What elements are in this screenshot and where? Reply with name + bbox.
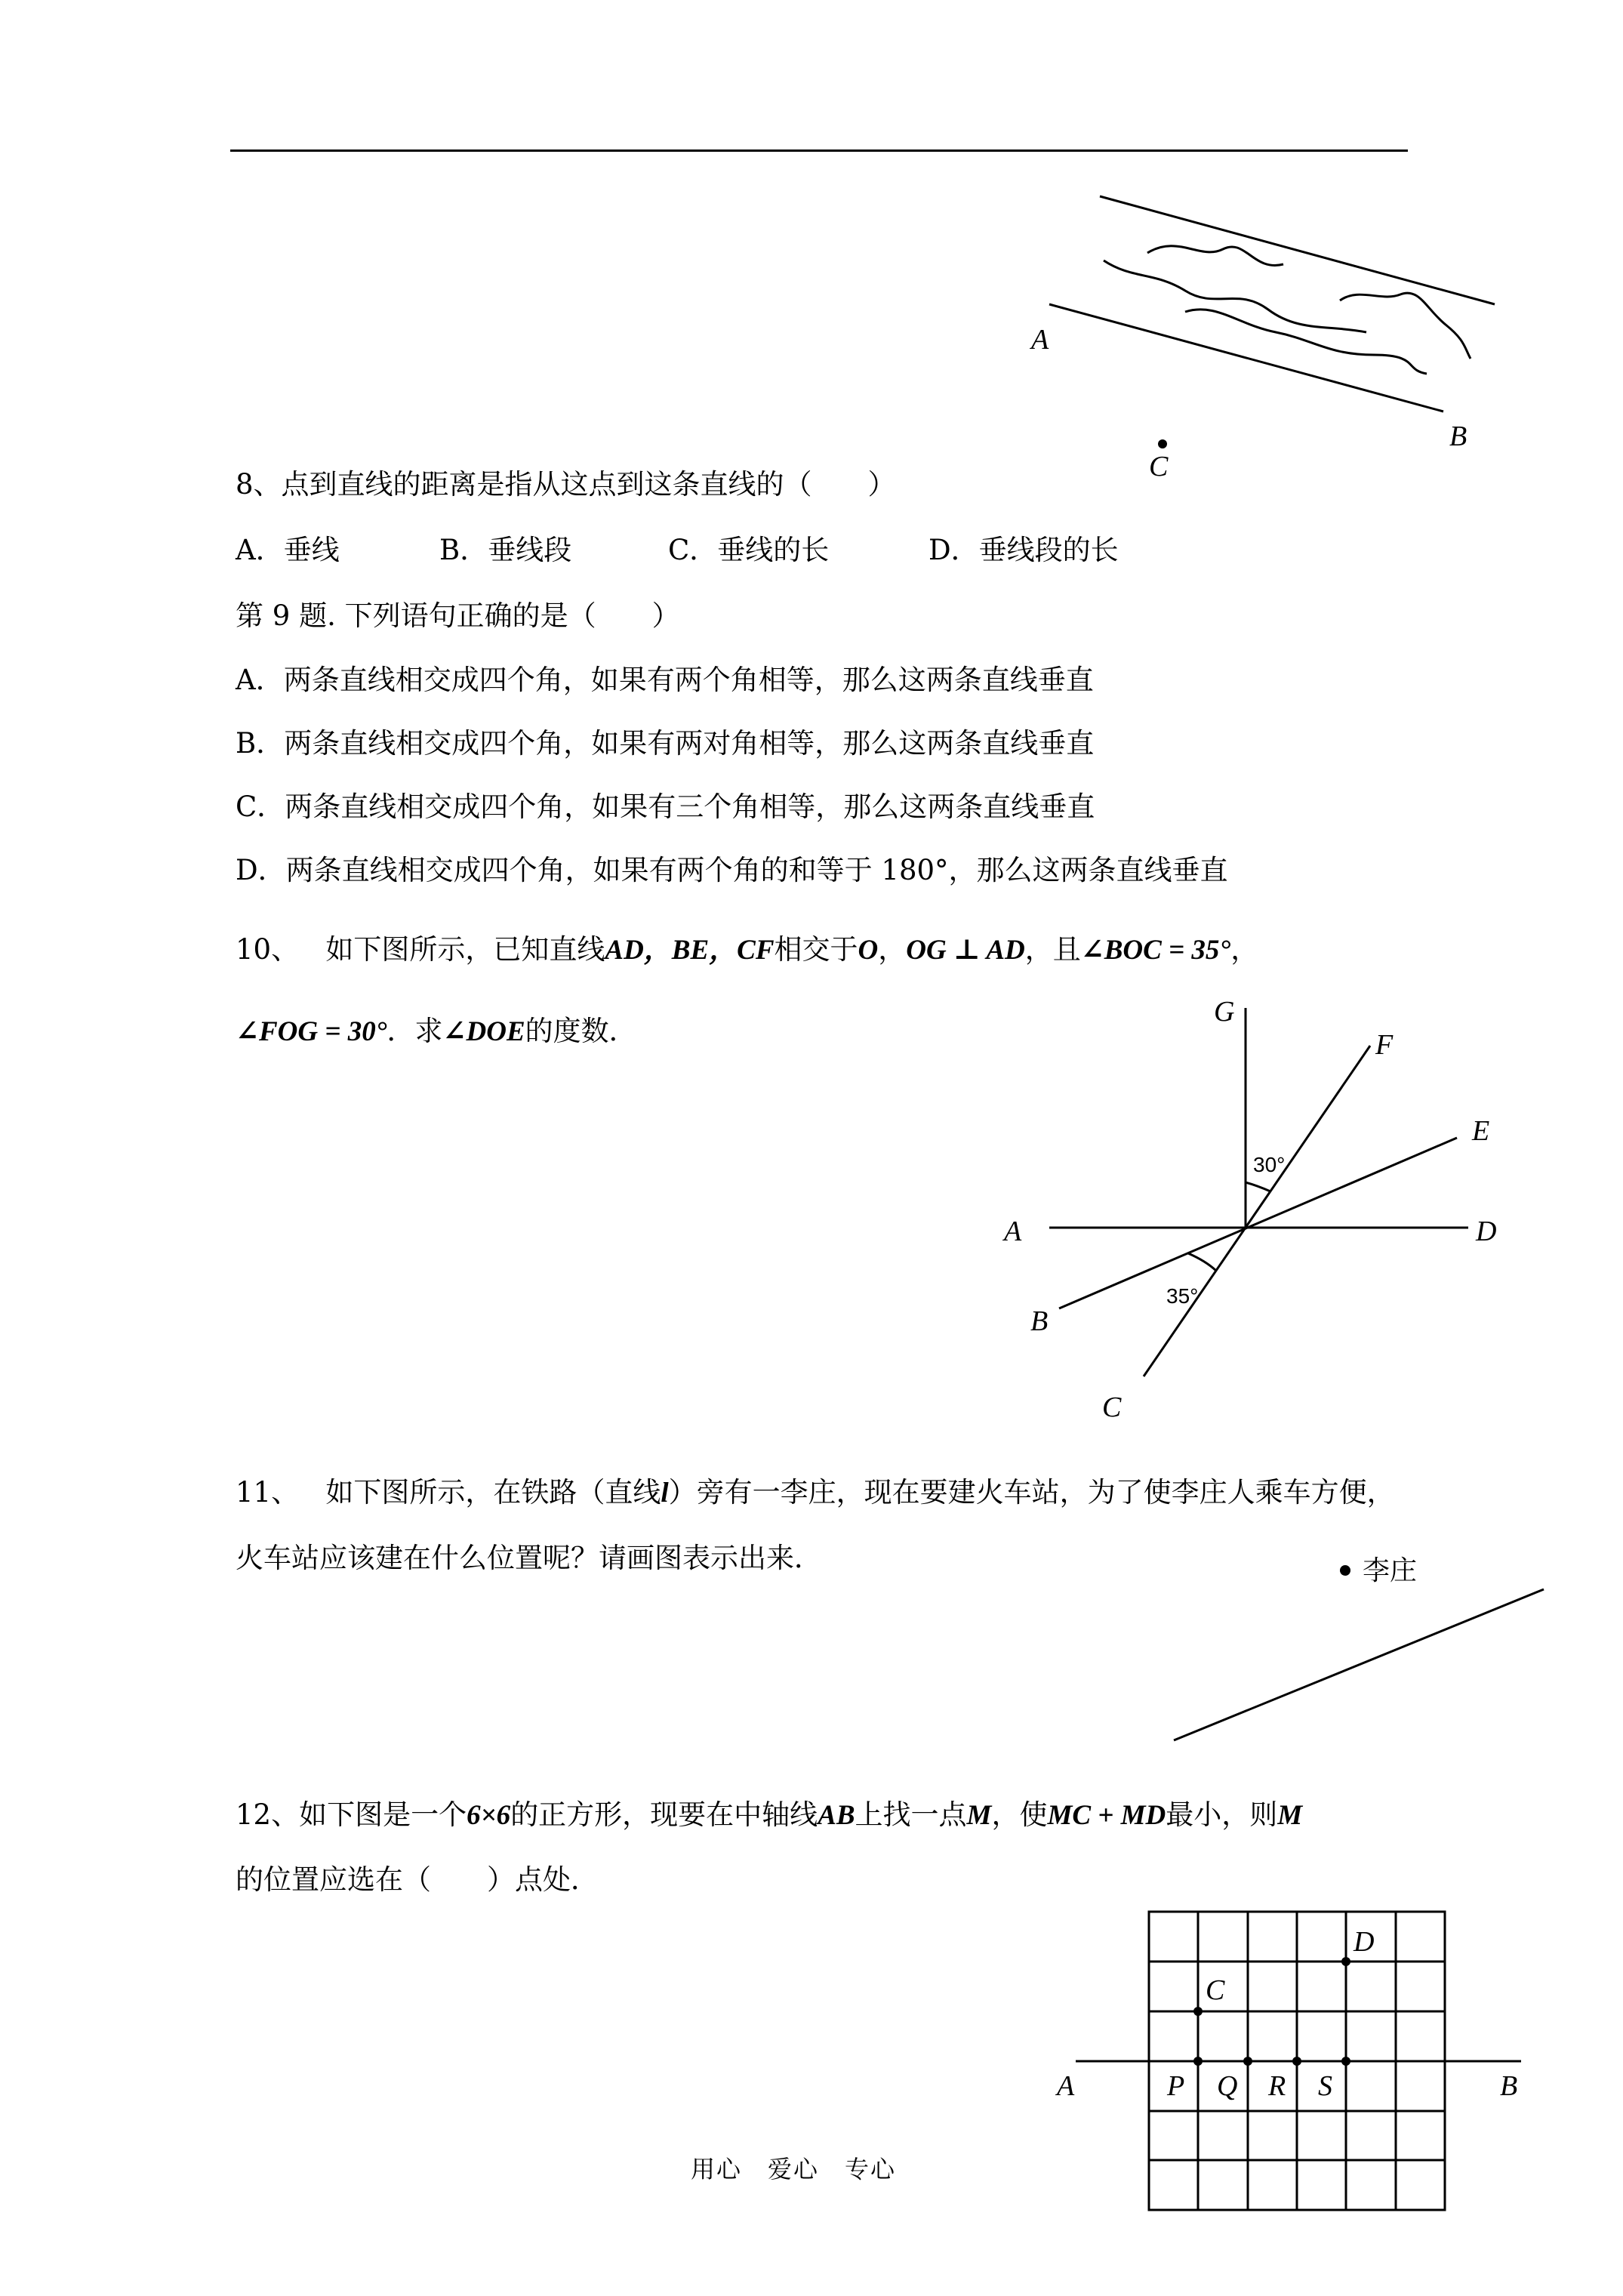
q11-line2: 火车站应该建在什么位置呢？请画图表示出来． — [236, 1542, 822, 1574]
q12-axis-ab: AB — [818, 1800, 855, 1831]
q8-point-c — [1158, 439, 1167, 448]
q8-option-b: B．垂线段 — [439, 534, 572, 566]
point-d — [1341, 1957, 1350, 1966]
q10-number: 10、 — [236, 933, 300, 966]
q11-line-l: l — [661, 1478, 669, 1509]
q8-option-a: A．垂线 — [236, 534, 340, 566]
q12-line2: 的位置应选在（ ）点处． — [236, 1863, 599, 1896]
q10-label-a: A — [1004, 1216, 1022, 1247]
q12-label-a: A — [1057, 2070, 1075, 2102]
q9-option-a: A．两条直线相交成四个角，如果有两个角相等，那么这两条直线垂直 — [236, 664, 1094, 696]
q12-point-m: M — [966, 1800, 992, 1831]
q10-sep: ， — [878, 933, 907, 966]
q10-label-e: E — [1472, 1115, 1490, 1147]
riverbank-top — [1100, 196, 1495, 304]
point-s — [1341, 2057, 1350, 2066]
q12-text3: 上找一点 — [855, 1798, 967, 1831]
q12-label-c: C — [1206, 1974, 1225, 2006]
q10-label-g: G — [1214, 996, 1235, 1028]
q10-text3: ，且 — [1024, 933, 1081, 966]
water-wave-2 — [1104, 260, 1366, 332]
q9-question: 第 9 题. 下列语句正确的是（ ） — [236, 599, 680, 632]
q8-label-b: B — [1449, 421, 1467, 452]
q10-label-c: C — [1102, 1391, 1122, 1423]
point-p — [1193, 2057, 1203, 2066]
q10-angle-doe: ∠DOE — [442, 1016, 525, 1047]
q12-size: 6×6 — [467, 1800, 511, 1831]
q12-text1: 如下图是一个 — [299, 1798, 467, 1831]
q9-option-c: C．两条直线相交成四个角，如果有三个角相等，那么这两条直线垂直 — [236, 791, 1095, 823]
q10-text1: 如下图所示，已知直线 — [325, 933, 605, 966]
q9-option-b: B．两条直线相交成四个角，如果有两对角相等，那么这两条直线垂直 — [236, 727, 1095, 760]
q10-lines: AD，BE，CF — [605, 935, 775, 966]
water-wave-4 — [1340, 293, 1471, 359]
line-cf — [1144, 1046, 1370, 1376]
q10-label-d: D — [1476, 1216, 1497, 1247]
village-point — [1340, 1565, 1350, 1576]
q10-angle-35: 35° — [1166, 1284, 1199, 1308]
q10-perp: OG ⊥ AD — [906, 935, 1025, 966]
q12-label-p: P — [1167, 2070, 1185, 2102]
q10-text4: ．求 — [387, 1015, 443, 1047]
q12-label-s: S — [1318, 2070, 1332, 2102]
q12-number: 12、 — [236, 1798, 300, 1831]
page-footer: 用心 爱心 专心 — [691, 2155, 897, 2184]
q12-label-r: R — [1268, 2070, 1286, 2102]
q10-angle-30: 30° — [1253, 1153, 1286, 1176]
q12-text2: 的正方形，现要在中轴线 — [510, 1798, 818, 1831]
point-r — [1292, 2057, 1301, 2066]
q10-label-b: B — [1030, 1305, 1049, 1337]
arc-35 — [1188, 1253, 1216, 1271]
water-wave-1 — [1147, 246, 1283, 266]
q10-text5: 的度数． — [525, 1015, 637, 1047]
q8-label-a: A — [1031, 324, 1049, 356]
village-label: 李庄 — [1363, 1555, 1418, 1586]
arc-30 — [1246, 1182, 1270, 1191]
q11-text1: 如下图所示，在铁路（直线 — [325, 1476, 661, 1509]
q10-text2: 相交于 — [774, 933, 858, 966]
q12-label-d: D — [1354, 1926, 1375, 1958]
q12-label-q: Q — [1217, 2070, 1238, 2102]
q12-text4: ，使 — [991, 1798, 1048, 1831]
q8-option-c: C．垂线的长 — [668, 534, 830, 566]
point-c — [1193, 2007, 1203, 2016]
q10-label-f: F — [1375, 1029, 1394, 1061]
q10-angle-fog: ∠FOG = 30° — [236, 1016, 387, 1047]
q10-point-o: O — [858, 935, 879, 966]
q10-angle-boc: ∠BOC = 35° — [1080, 935, 1231, 966]
q10-comma: ， — [1230, 933, 1259, 966]
q8-question: 8、点到直线的距离是指从这点到这条直线的（ ） — [236, 468, 896, 501]
q12-text5: 最小，则 — [1166, 1798, 1278, 1831]
q8-label-c: C — [1149, 451, 1169, 482]
q11-number: 11、 — [236, 1476, 300, 1509]
q8-river-figure — [1049, 196, 1495, 411]
q12-sum: MC + MD — [1047, 1800, 1166, 1831]
water-wave-3 — [1185, 310, 1427, 374]
q12-label-b: B — [1500, 2070, 1518, 2102]
railway-line-l — [1174, 1589, 1544, 1740]
q8-option-d: D．垂线段的长 — [929, 534, 1119, 566]
q12-point-m-2: M — [1277, 1800, 1303, 1831]
q11-text2: ）旁有一李庄，现在要建火车站，为了使李庄人乘车方便， — [668, 1476, 1395, 1509]
point-q — [1243, 2057, 1252, 2066]
riverbank-ab — [1049, 304, 1443, 411]
q9-option-d: D．两条直线相交成四个角，如果有两个角的和等于 180°，那么这两条直线垂直 — [236, 854, 1228, 886]
q10-angle-figure — [1049, 1008, 1468, 1376]
